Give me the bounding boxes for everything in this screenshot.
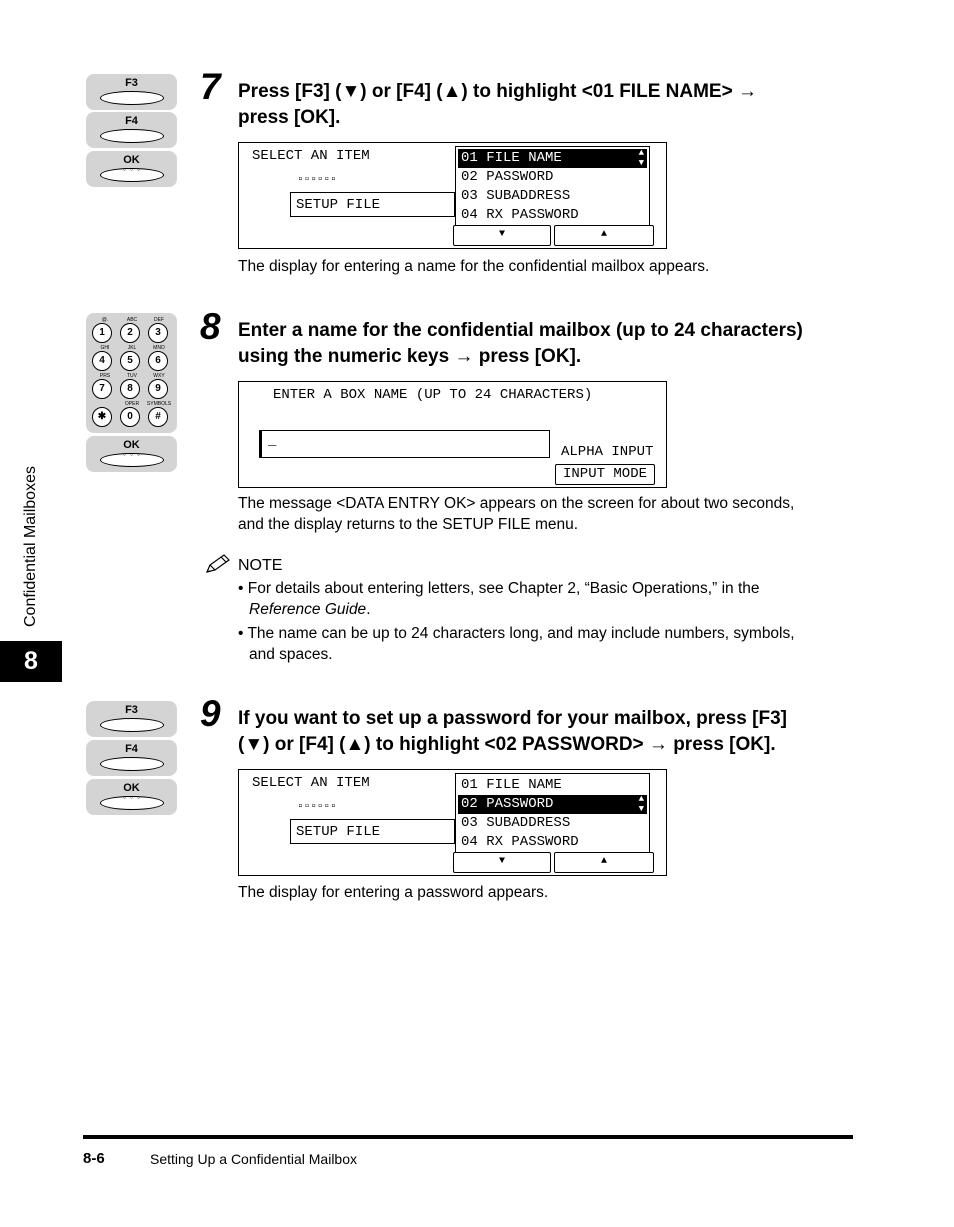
input-mode-button[interactable]: INPUT MODE: [555, 464, 655, 485]
key-6[interactable]: 6: [148, 351, 168, 371]
note-bullet: • The name can be up to 24 characters long, and may include numbers, symbols, and spaces.: [238, 625, 795, 663]
footer-rule: [83, 1135, 853, 1139]
lcd-title: SELECT AN ITEM: [252, 148, 370, 164]
ok-key[interactable]: OK ◦ ◦ ◦: [86, 151, 177, 187]
up-button[interactable]: ▲: [554, 852, 654, 873]
name-input[interactable]: [259, 430, 550, 458]
key-4[interactable]: 4: [92, 351, 112, 371]
lcd-title: SELECT AN ITEM: [252, 775, 370, 791]
f4-key[interactable]: F4: [86, 740, 177, 776]
key-1[interactable]: 1: [92, 323, 112, 343]
chapter-title: Confidential Mailboxes: [22, 466, 39, 627]
key-3[interactable]: 3: [148, 323, 168, 343]
key-5[interactable]: 5: [120, 351, 140, 371]
list-item-rx-password[interactable]: 04 RX PASSWORD: [461, 207, 579, 223]
key-0[interactable]: 0: [120, 407, 140, 427]
setup-file-label: SETUP FILE: [290, 192, 455, 217]
pencil-icon: [204, 553, 232, 580]
ok-key[interactable]: OK ◦ ◦ ◦: [86, 436, 177, 472]
down-button[interactable]: ▼: [453, 852, 551, 873]
list-item-subaddress[interactable]: 03 SUBADDRESS: [461, 188, 571, 204]
setup-file-label: SETUP FILE: [290, 819, 455, 844]
f3-key[interactable]: F3: [86, 74, 177, 110]
ok-key[interactable]: OK ◦ ◦ ◦: [86, 779, 177, 815]
step-number: 7: [200, 66, 221, 107]
key-9[interactable]: 9: [148, 379, 168, 399]
dots-row: ▫▫▫▫▫▫: [297, 174, 337, 186]
step-caption: The message <DATA ENTRY OK> appears on the screen for about two seconds, and the display returns to the SETUP FILE menu.: [238, 495, 795, 533]
list-item-subaddress[interactable]: 03 SUBADDRESS: [461, 815, 571, 831]
step-caption: The display for entering a name for the confidential mailbox appears.: [238, 258, 710, 275]
lcd-title: ENTER A BOX NAME (UP TO 24 CHARACTERS): [273, 387, 593, 403]
step-heading: Press [F3] (▼) or [F4] (▲) to highlight <01 FILE NAME> → press [OK].: [238, 81, 757, 128]
f4-key[interactable]: F4: [86, 112, 177, 148]
step-number: 9: [200, 693, 221, 734]
footer-section-title: Setting Up a Confidential Mailbox: [150, 1151, 358, 1167]
lcd-display: [238, 381, 667, 488]
chapter-number-tab: 8: [0, 641, 62, 682]
list-item-file-name[interactable]: 01 FILE NAME ▲ ▼: [458, 149, 647, 168]
lcd-display: [238, 142, 667, 249]
note-bullet: • For details about entering letters, see Chapter 2, “Basic Operations,” in the Reference Guide.: [238, 580, 760, 618]
step-number: 8: [200, 306, 221, 347]
key-hash[interactable]: #: [148, 407, 168, 427]
list-item-password[interactable]: 02 PASSWORD: [461, 169, 554, 185]
key-8[interactable]: 8: [120, 379, 140, 399]
input-mode-label: ALPHA INPUT: [561, 444, 654, 460]
page-number: 8-6: [83, 1150, 105, 1167]
list-item-password[interactable]: 02 PASSWORD ▲ ▼: [458, 795, 647, 814]
lcd-display: [238, 769, 667, 876]
step-heading: Enter a name for the confidential mailbox (up to 24 characters) using the numeric keys → press [OK].: [238, 320, 803, 367]
item-list: [455, 146, 650, 227]
dots-row: ▫▫▫▫▫▫: [297, 801, 337, 813]
step-heading: If you want to set up a password for your mailbox, press [F3] (▼) or [F4] (▲) to highlight <02 PASSWORD> → press [OK].: [238, 708, 787, 755]
item-list: [455, 773, 650, 854]
step-caption: The display for entering a password appears.: [238, 884, 549, 901]
text-cursor: _: [268, 433, 277, 449]
key-2[interactable]: 2: [120, 323, 140, 343]
list-item-file-name[interactable]: 01 FILE NAME: [461, 777, 562, 793]
f3-key[interactable]: F3: [86, 701, 177, 737]
key-star[interactable]: ✱: [92, 407, 112, 427]
up-button[interactable]: ▲: [554, 225, 654, 246]
list-item-rx-password[interactable]: 04 RX PASSWORD: [461, 834, 579, 850]
note-title: NOTE: [238, 557, 283, 574]
numeric-keypad: @. ABC DEF 1 2 3 GHI JKL MNO 4 5 6 PRS TUV WXY 7 8 9 OPER SYMBOLS ✱ 0 #: [86, 313, 177, 433]
down-button[interactable]: ▼: [453, 225, 551, 246]
key-7[interactable]: 7: [92, 379, 112, 399]
